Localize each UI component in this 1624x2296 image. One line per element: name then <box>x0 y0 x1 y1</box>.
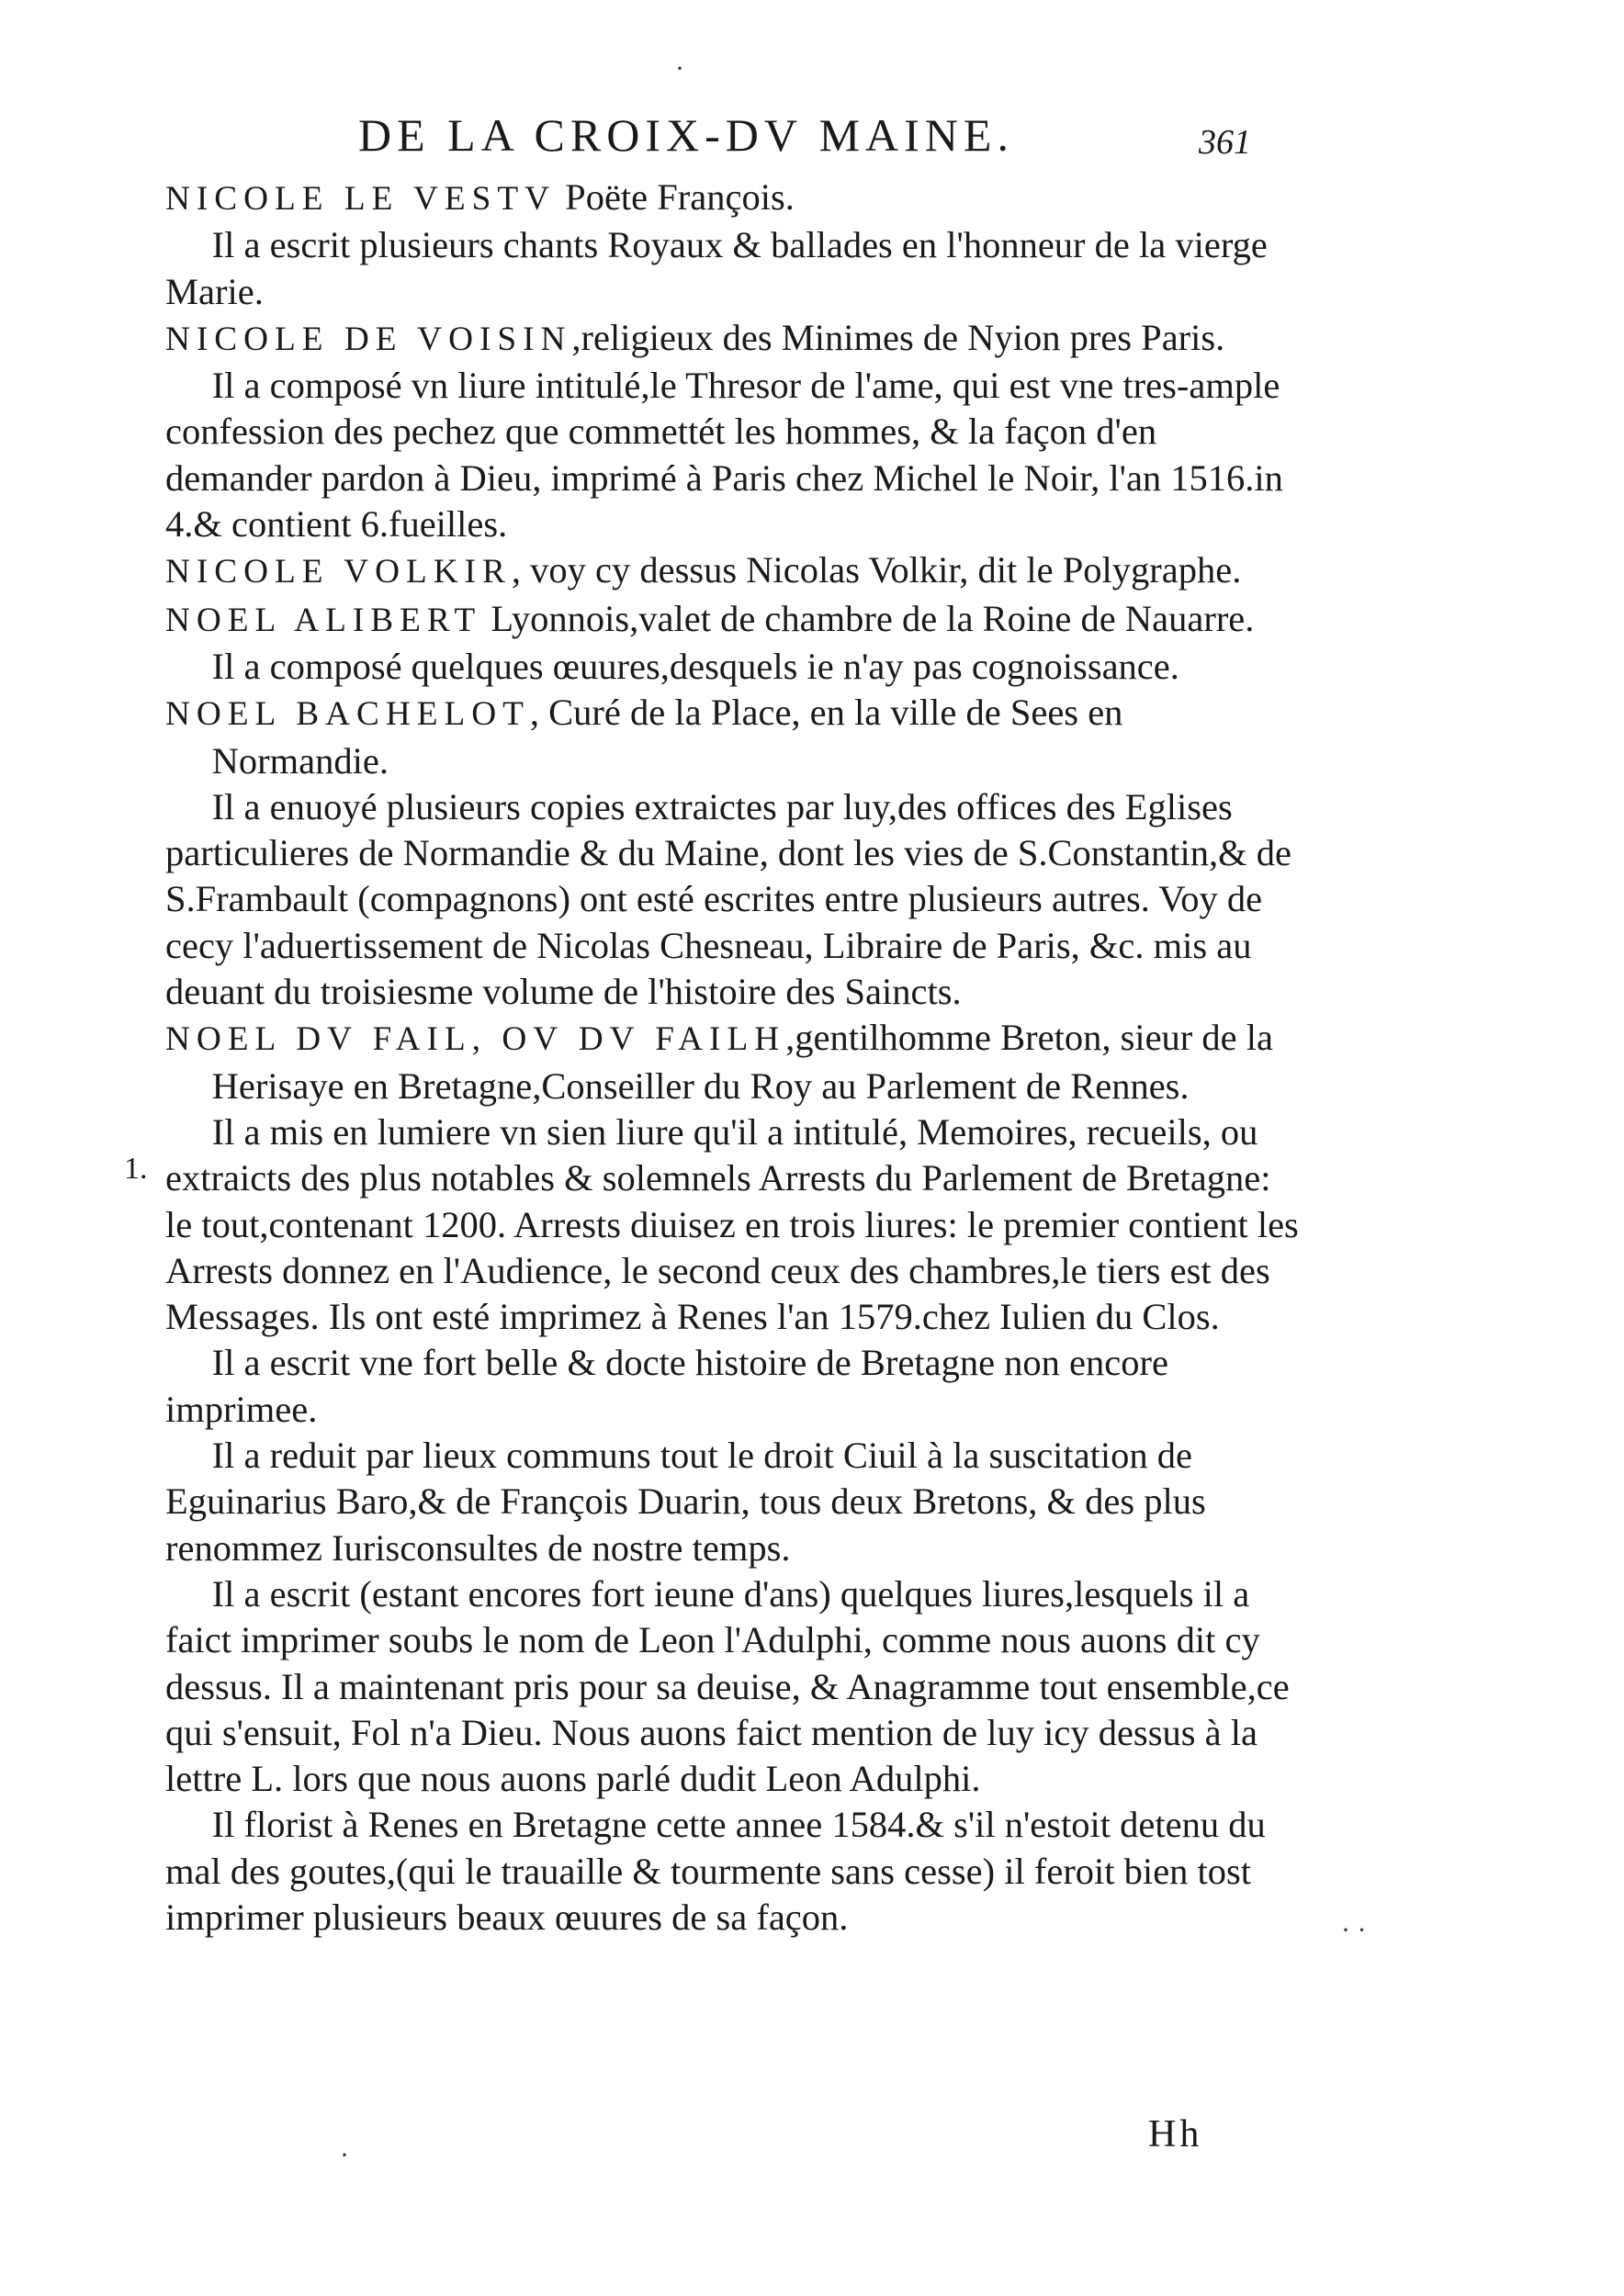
entry-name: NICOLE DE VOISIN <box>165 320 572 358</box>
entry-paragraph: Il florist à Renes en Bretagne cette annee 1584.& s'il n'estoit detenu du mal des goutes,(qui le trauaille & tourmente sans cesse) il feroit bien tost imprimer plusieurs beaux œuures de sa façon. <box>165 1804 1266 1938</box>
entry-name: NICOLE LE VESTV <box>165 180 557 218</box>
entry-name: NOEL BACHELOT <box>165 695 530 734</box>
entry <box>165 547 1304 595</box>
entry-paragraph: Il a mis en lumiere vn sien liure qu'il a intitulé, Memoires, recueils, ou extraicts des plus notables & solemnels Arrests du Parlement de Bretagne: le tout,contenant 1200. Arrests diuisez en trois liures: le premier contient les Arrests donnez en l'Audience, le second ceux des chambres,le tiers est des Messages. Ils ont esté imprimez à Renes l'an 1579.chez Iulien du Clos. <box>165 1110 1299 1338</box>
entry <box>165 1015 1304 1941</box>
entry-paragraph: Il a escrit plusieurs chants Royaux & ballades en l'honneur de la vierge Marie. <box>165 224 1268 312</box>
entry-paragraph: Il a composé quelques œuures,desquels ie n'ay pas cognoissance. <box>211 645 1179 687</box>
entry <box>165 596 1304 691</box>
entry-title: Poëte François. <box>556 176 795 218</box>
speck-mark: · · <box>1341 1915 1367 1945</box>
signature-mark: Hh <box>1148 2113 1203 2155</box>
entry-name: NOEL DV FAIL, OV DV FAILH <box>165 1020 786 1059</box>
main-text <box>165 174 1304 1941</box>
entry-paragraph: Il a composé vn liure intitulé,le Thresor de l'ame, qui est vne tres-ample confession des pechez que commettét les hommes, & la façon d'en demander pardon à Dieu, imprimé à Paris chez Michel le Noir, l'an 1516.in 4.& contient 6.fueilles. <box>165 365 1283 546</box>
entry-title: Lyonnois,valet de chambre de la Roine de Nauarre. <box>481 597 1255 639</box>
entry-title: ,religieux des Minimes de Nyion pres Paris. <box>571 316 1225 358</box>
entry-paragraph: Il a escrit vne fort belle & docte histoire de Bretagne non encore imprimee. <box>165 1342 1168 1430</box>
entry-name: NOEL ALIBERT <box>165 601 482 639</box>
entry <box>165 174 1304 315</box>
speck-mark: · <box>340 2140 349 2170</box>
margin-mark: 1. <box>124 1152 148 1186</box>
entry-title: , Curé de la Place, en la ville de Sees en Normandie. <box>211 692 1123 782</box>
entry-name: NICOLE VOLKIR <box>165 553 512 591</box>
running-head: DE LA CROIX-DV MAINE. <box>358 109 1014 161</box>
entry-paragraph: Il a reduit par lieux communs tout le droit Ciuil à la suscitation de Eguinarius Baro,& de François Duarin, tous deux Bretons, & des plus renommez Iurisconsultes de nostre temps. <box>165 1435 1206 1569</box>
entry <box>165 315 1304 547</box>
entry-paragraph: Il a enuoyé plusieurs copies extraictes par luy,des offices des Eglises particulieres de Normandie & du Maine, dont les vies de S.Constantin,& de S.Frambault (compagnons) ont esté escrites entre plusieurs autres. Voy de cecy l'aduertissement de Nicolas Chesneau, Libraire de Paris, &c. mis au deuant du troisiesme volume de l'histoire des Saincts. <box>165 785 1291 1013</box>
page-number: 361 <box>1199 123 1251 162</box>
entry <box>165 690 1304 1015</box>
speck-mark: · <box>675 53 684 84</box>
entry-title: ,gentilhomme Breton, sieur de la Herisaye en Bretagne,Conseiller du Roy au Parlement de Rennes. <box>211 1017 1273 1107</box>
entry-title: , voy cy dessus Nicolas Volkir, dit le Polygraphe. <box>511 549 1242 591</box>
entry-paragraph: Il a escrit (estant encores fort ieune d'ans) quelques liures,lesquels il a faict imprimer soubs le nom de Leon l'Adulphi, comme nous auons dit cy dessus. Il a maintenant pris pour sa deuise, & Anagramme tout ensemble,ce qui s'ensuit, Fol n'a Dieu. Nous auons faict mention de luy icy dessus à la lettre L. lors que nous auons parlé dudit Leon Adulphi. <box>165 1572 1290 1800</box>
